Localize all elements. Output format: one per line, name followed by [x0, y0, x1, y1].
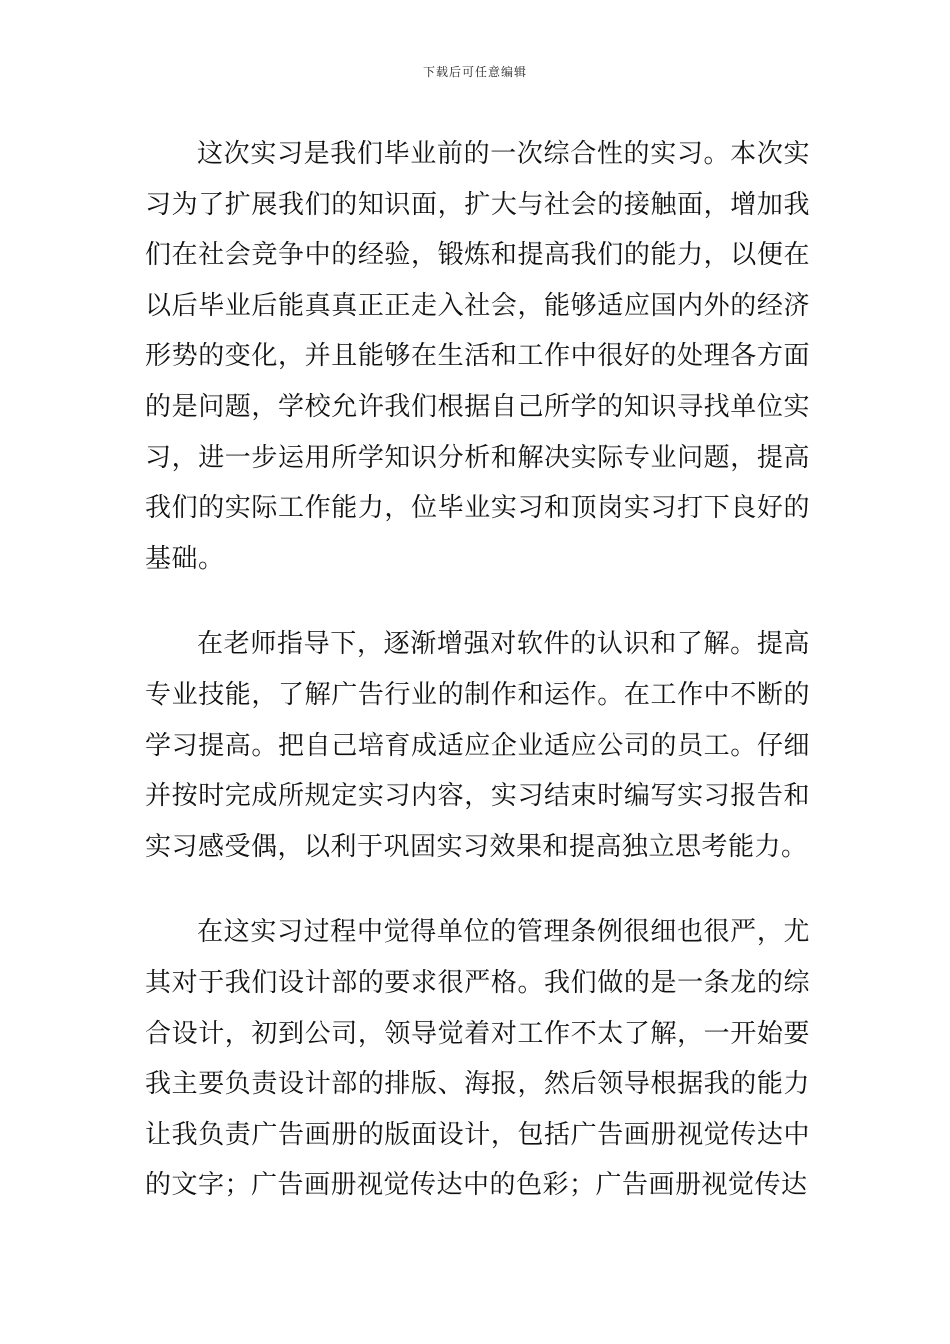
page-header: 下载后可任意编辑 — [422, 65, 527, 79]
paragraph-2: 在老师指导下，逐渐增强对软件的认识和了解。提高专业技能，了解广告行业的制作和运作。在工作中不断的学习提高。把自己培育成适应企业适应公司的员工。仔细并按时完成所规定实习内容，实习结束时编写实习报告和实习感受偶，以利于巩固实习效果和提高独立思考能力。 — [145, 629, 810, 862]
paragraph-3: 在这实习过程中觉得单位的管理条例很细也很严，尤其对于我们设计部的要求很严格。我们做的是一条龙的综合设计，初到公司，领导觉着对工作不太了解，一开始要我主要负责设计部的排版、海报，然后领导根据我的能力让我负责广告画册的版面设计，包括广告画册视觉传达中的文字；广告画册视觉传达中的色彩；广告画册视觉传达 — [145, 917, 810, 1201]
document-body — [145, 129, 810, 1211]
paragraph-1: 这次实习是我们毕业前的一次综合性的实习。本次实习为了扩展我们的知识面，扩大与社会的接触面，增加我们在社会竞争中的经验，锻炼和提高我们的能力，以便在以后毕业后能真真正正走入社会，能够适应国内外的经济形势的变化，并且能够在生活和工作中很好的处理各方面的是问题，学校允许我们根据自己所学的知识寻找单位实习，进一步运用所学知识分析和解决实际专业问题，提高我们的实际工作能力，位毕业实习和顶岗实习打下良好的基础。 — [145, 139, 810, 574]
